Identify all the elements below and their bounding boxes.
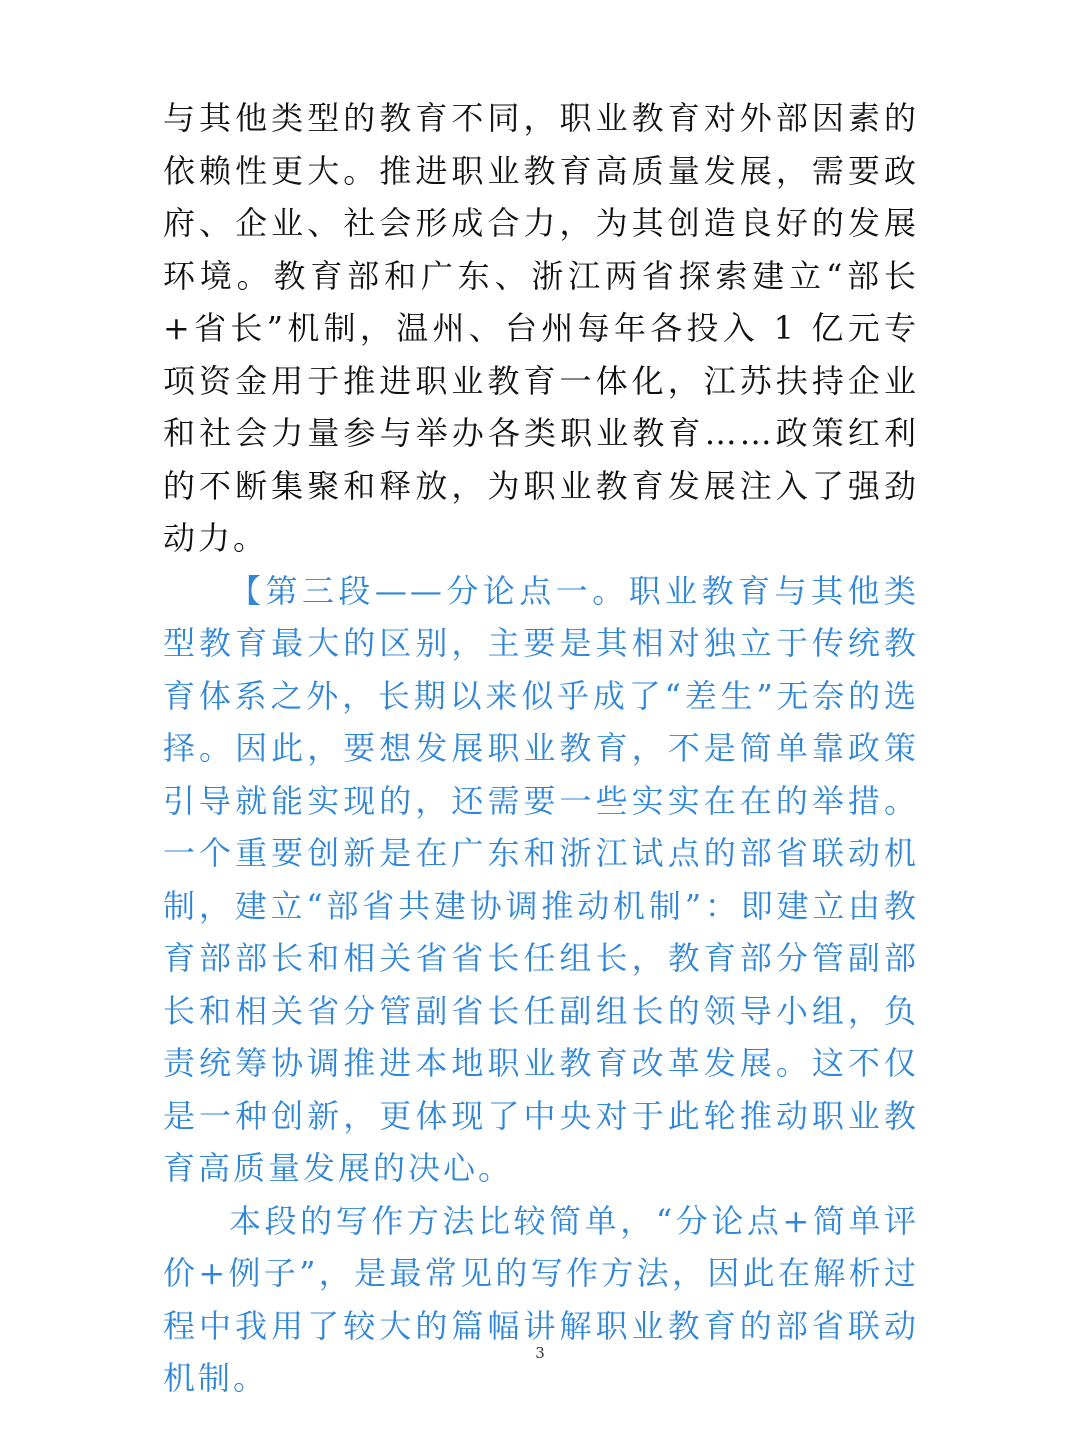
paragraph-context: 与其他类型的教育不同，职业教育对外部因素的依赖性更大。推进职业教育高质量发展，需要政府、企业、社会形成合力，为其创造良好的发展环境。教育部和广东、浙江两省探索建立“部长+省长”机制，温州、台州每年各投入 1 亿元专项资金用于推进职业教育一体化，江苏扶持企业和社会力量参与举办各类职业教育……政策红利的不断集聚和释放，为职业教育发展注入了强劲动力。 bbox=[163, 99, 919, 557]
page-number: 3 bbox=[535, 1344, 545, 1362]
paragraph-writing-method: 本段的写作方法比较简单，“分论点+简单评价+例子”，是最常见的写作方法，因此在解析过程中我用了较大的篇幅讲解职业教育的部省联动机制。 bbox=[163, 1201, 919, 1397]
paragraph-analysis: 【第三段——分论点一。职业教育与其他类型教育最大的区别，主要是其相对独立于传统教育体系之外，长期以来似乎成了“差生”无奈的选择。因此，要想发展职业教育，不是简单靠政策引导就能实现的，还需要一些实实在在的举措。一个重要创新是在广东和浙江试点的部省联动机制，建立“部省共建协调推动机制”：即建立由教育部部长和相关省省长任组长，教育部分管副部长和相关省分管副省长任副组长的领导小组，负责统筹协调推进本地职业教育改革发展。这不仅是一种创新，更体现了中央对于此轮推动职业教育高质量发展的决心。 bbox=[163, 571, 919, 1187]
document-body bbox=[163, 92, 919, 1405]
